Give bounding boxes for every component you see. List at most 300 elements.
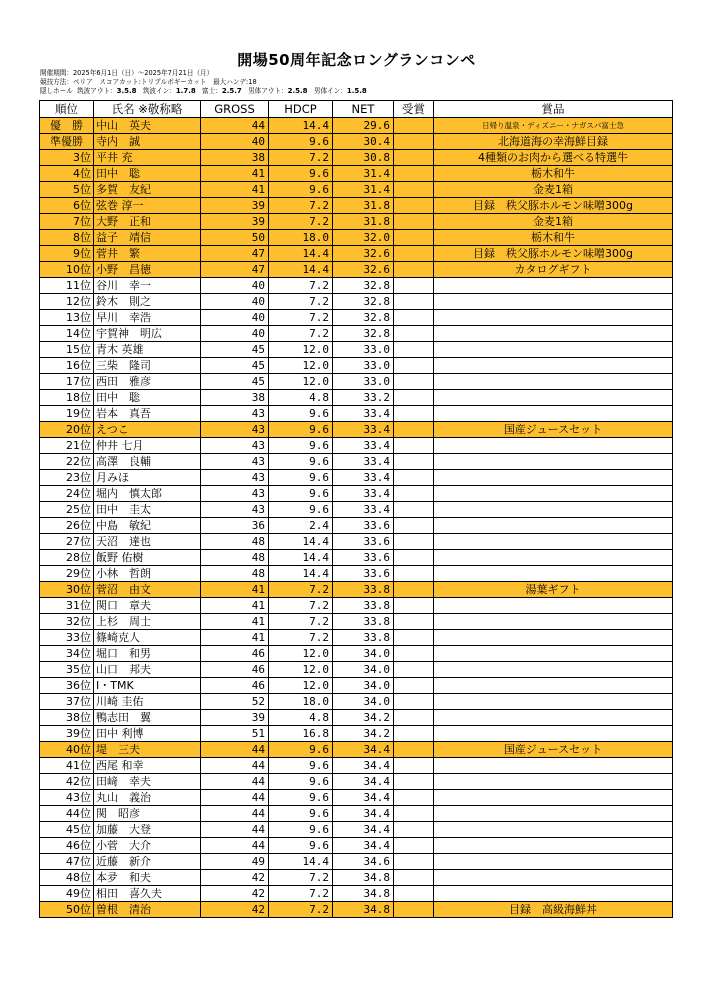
net-cell: 34.8	[333, 886, 394, 902]
results-table	[39, 100, 673, 918]
rank-cell: 33位	[40, 630, 94, 646]
prize-cell	[434, 614, 673, 630]
award-cell	[394, 662, 434, 678]
rank-cell: 35位	[40, 662, 94, 678]
table-row	[40, 550, 673, 566]
table-row	[40, 438, 673, 454]
rank-cell: 22位	[40, 454, 94, 470]
name-cell: 大野 正和	[94, 214, 201, 230]
col-header-net: NET	[333, 101, 394, 118]
hdcp-cell: 9.6	[269, 454, 333, 470]
award-cell	[394, 838, 434, 854]
rank-cell: 12位	[40, 294, 94, 310]
hdcp-cell: 14.4	[269, 566, 333, 582]
gross-cell: 45	[201, 358, 269, 374]
gross-cell: 43	[201, 454, 269, 470]
net-cell: 33.6	[333, 534, 394, 550]
period-value: 2025年6月1日（日）～2025年7月21日（月）	[72, 69, 214, 77]
prize-cell	[434, 566, 673, 582]
award-cell	[394, 806, 434, 822]
gross-cell: 40	[201, 294, 269, 310]
hdcp-cell: 7.2	[269, 598, 333, 614]
prize-cell	[434, 726, 673, 742]
hdcp-cell: 9.6	[269, 742, 333, 758]
name-cell: 岩本 真吾	[94, 406, 201, 422]
net-cell: 30.8	[333, 150, 394, 166]
name-cell: 菅井 繁	[94, 246, 201, 262]
net-cell: 33.8	[333, 582, 394, 598]
rank-cell: 39位	[40, 726, 94, 742]
award-cell	[394, 134, 434, 150]
award-cell	[394, 342, 434, 358]
name-cell: 小菅 大介	[94, 838, 201, 854]
rank-cell: 23位	[40, 470, 94, 486]
rank-cell: 8位	[40, 230, 94, 246]
net-cell: 32.8	[333, 310, 394, 326]
table-row	[40, 374, 673, 390]
rank-cell: 42位	[40, 774, 94, 790]
gross-cell: 42	[201, 902, 269, 918]
net-cell: 33.4	[333, 502, 394, 518]
hdcp-cell: 7.2	[269, 278, 333, 294]
gross-cell: 39	[201, 214, 269, 230]
name-cell: 加藤 大登	[94, 822, 201, 838]
gross-cell: 44	[201, 742, 269, 758]
prize-cell	[434, 662, 673, 678]
name-cell: 宇賀神 明広	[94, 326, 201, 342]
name-cell: I・TMK	[94, 678, 201, 694]
hdcp-cell: 7.2	[269, 294, 333, 310]
table-row	[40, 806, 673, 822]
hdcp-cell: 9.6	[269, 166, 333, 182]
award-cell	[394, 326, 434, 342]
gross-cell: 44	[201, 774, 269, 790]
award-cell	[394, 422, 434, 438]
gross-cell: 41	[201, 614, 269, 630]
rank-cell: 34位	[40, 646, 94, 662]
name-cell: 篠崎克人	[94, 630, 201, 646]
prize-cell	[434, 806, 673, 822]
net-cell: 33.4	[333, 406, 394, 422]
gross-cell: 42	[201, 870, 269, 886]
name-cell: 堀内 慎太郎	[94, 486, 201, 502]
table-row	[40, 742, 673, 758]
table-row	[40, 774, 673, 790]
rank-cell: 6位	[40, 198, 94, 214]
award-cell	[394, 502, 434, 518]
gross-cell: 43	[201, 406, 269, 422]
net-cell: 33.4	[333, 470, 394, 486]
hdcp-cell: 7.2	[269, 630, 333, 646]
gross-cell: 39	[201, 710, 269, 726]
gross-cell: 38	[201, 150, 269, 166]
hdcp-cell: 7.2	[269, 198, 333, 214]
table-row	[40, 358, 673, 374]
results-body	[40, 118, 673, 918]
hdcp-cell: 4.8	[269, 390, 333, 406]
gross-cell: 48	[201, 566, 269, 582]
prize-cell	[434, 710, 673, 726]
award-cell	[394, 710, 434, 726]
award-cell	[394, 198, 434, 214]
table-row	[40, 566, 673, 582]
rank-cell: 19位	[40, 406, 94, 422]
prize-cell: 国産ジュースセット	[434, 422, 673, 438]
prize-cell	[434, 598, 673, 614]
prize-cell	[434, 310, 673, 326]
award-cell	[394, 262, 434, 278]
name-cell: えつこ	[94, 422, 201, 438]
prize-cell	[434, 326, 673, 342]
name-cell: 中島 敏紀	[94, 518, 201, 534]
hdcp-cell: 2.4	[269, 518, 333, 534]
hdcp-cell: 9.6	[269, 502, 333, 518]
prize-cell	[434, 278, 673, 294]
hdcp-cell: 9.6	[269, 790, 333, 806]
prize-cell	[434, 486, 673, 502]
rank-cell: 15位	[40, 342, 94, 358]
hidden-holes-label: 隠しホール	[40, 87, 73, 95]
table-row	[40, 342, 673, 358]
name-cell: 田﨑 幸夫	[94, 774, 201, 790]
prize-cell	[434, 390, 673, 406]
award-cell	[394, 390, 434, 406]
hidden-course: 男体イン：	[313, 87, 347, 95]
hidden-course-holes: 1.5.8	[346, 87, 367, 95]
award-cell	[394, 470, 434, 486]
award-cell	[394, 678, 434, 694]
prize-cell: 北海道海の幸海鮮目録	[434, 134, 673, 150]
col-header-hdcp: HDCP	[269, 101, 333, 118]
table-row	[40, 262, 673, 278]
name-cell: 天沼 達也	[94, 534, 201, 550]
table-row	[40, 630, 673, 646]
table-row	[40, 614, 673, 630]
rank-cell: 47位	[40, 854, 94, 870]
gross-cell: 38	[201, 390, 269, 406]
rank-cell: 44位	[40, 806, 94, 822]
hdcp-cell: 14.4	[269, 246, 333, 262]
net-cell: 30.4	[333, 134, 394, 150]
gross-cell: 41	[201, 582, 269, 598]
prize-cell	[434, 694, 673, 710]
net-cell: 34.0	[333, 662, 394, 678]
rank-cell: 優 勝	[40, 118, 94, 134]
net-cell: 33.0	[333, 342, 394, 358]
prize-cell	[434, 870, 673, 886]
net-cell: 32.8	[333, 278, 394, 294]
rank-cell: 20位	[40, 422, 94, 438]
name-cell: 川崎 圭佑	[94, 694, 201, 710]
table-row	[40, 246, 673, 262]
award-cell	[394, 214, 434, 230]
prize-cell: 金麦1箱	[434, 182, 673, 198]
hdcp-cell: 7.2	[269, 582, 333, 598]
period-line	[40, 69, 213, 78]
award-cell	[394, 822, 434, 838]
hdcp-cell: 12.0	[269, 342, 333, 358]
net-cell: 32.0	[333, 230, 394, 246]
prize-cell	[434, 358, 673, 374]
rank-cell: 17位	[40, 374, 94, 390]
gross-cell: 43	[201, 502, 269, 518]
rank-cell: 準優勝	[40, 134, 94, 150]
award-cell	[394, 726, 434, 742]
page-title: 開場50周年記念ロングランコンペ	[237, 51, 476, 69]
prize-cell: 日帰り温泉・ディズニー・ナガスパ富士急	[434, 118, 673, 134]
net-cell: 34.8	[333, 870, 394, 886]
name-cell: 堀口 和男	[94, 646, 201, 662]
hdcp-cell: 7.2	[269, 902, 333, 918]
rank-cell: 46位	[40, 838, 94, 854]
award-cell	[394, 534, 434, 550]
rank-cell: 32位	[40, 614, 94, 630]
table-row	[40, 134, 673, 150]
method-line	[40, 78, 257, 87]
table-row	[40, 646, 673, 662]
net-cell: 31.8	[333, 214, 394, 230]
hdcp-cell: 14.4	[269, 854, 333, 870]
table-row	[40, 294, 673, 310]
name-cell: 丸山 義治	[94, 790, 201, 806]
gross-cell: 51	[201, 726, 269, 742]
name-cell: 寺内 誠	[94, 134, 201, 150]
net-cell: 31.4	[333, 182, 394, 198]
net-cell: 33.6	[333, 566, 394, 582]
hdcp-cell: 16.8	[269, 726, 333, 742]
rank-cell: 24位	[40, 486, 94, 502]
prize-cell	[434, 502, 673, 518]
table-row	[40, 902, 673, 918]
table-row	[40, 598, 673, 614]
hdcp-cell: 14.4	[269, 534, 333, 550]
net-cell: 33.6	[333, 550, 394, 566]
gross-cell: 45	[201, 374, 269, 390]
table-row	[40, 758, 673, 774]
table-row	[40, 406, 673, 422]
hdcp-cell: 12.0	[269, 662, 333, 678]
net-cell: 34.0	[333, 678, 394, 694]
rank-cell: 14位	[40, 326, 94, 342]
gross-cell: 52	[201, 694, 269, 710]
award-cell	[394, 790, 434, 806]
hdcp-cell: 9.6	[269, 422, 333, 438]
hdcp-cell: 9.6	[269, 806, 333, 822]
prize-cell	[434, 774, 673, 790]
prize-cell	[434, 342, 673, 358]
hdcp-cell: 9.6	[269, 182, 333, 198]
net-cell: 34.4	[333, 758, 394, 774]
gross-cell: 47	[201, 262, 269, 278]
table-row	[40, 182, 673, 198]
hdcp-cell: 7.2	[269, 614, 333, 630]
net-cell: 32.8	[333, 326, 394, 342]
name-cell: 小野 昌徳	[94, 262, 201, 278]
net-cell: 34.4	[333, 790, 394, 806]
award-cell	[394, 742, 434, 758]
hidden-course-holes: 1.7.8	[175, 87, 196, 95]
col-header-rank: 順位	[40, 101, 94, 118]
name-cell: 田中 聡	[94, 390, 201, 406]
prize-cell: 栃木和牛	[434, 230, 673, 246]
name-cell: 西尾 和幸	[94, 758, 201, 774]
prize-cell	[434, 374, 673, 390]
prize-cell: 湯葉ギフト	[434, 582, 673, 598]
table-row	[40, 486, 673, 502]
gross-cell: 41	[201, 598, 269, 614]
table-row	[40, 214, 673, 230]
name-cell: 関 昭彦	[94, 806, 201, 822]
prize-cell	[434, 518, 673, 534]
hidden-course: 富士：	[202, 87, 222, 95]
net-cell: 34.2	[333, 710, 394, 726]
gross-cell: 43	[201, 486, 269, 502]
hdcp-cell: 9.6	[269, 774, 333, 790]
rank-cell: 7位	[40, 214, 94, 230]
method-label: 競技方法：	[40, 78, 73, 86]
name-cell: 多賀 友紀	[94, 182, 201, 198]
net-cell: 34.0	[333, 646, 394, 662]
prize-cell	[434, 630, 673, 646]
name-cell: 田中 圭太	[94, 502, 201, 518]
name-cell: 曽根 清治	[94, 902, 201, 918]
rank-cell: 3位	[40, 150, 94, 166]
hdcp-cell: 12.0	[269, 678, 333, 694]
prize-cell: 国産ジュースセット	[434, 742, 673, 758]
name-cell: 関口 章夫	[94, 598, 201, 614]
table-row	[40, 166, 673, 182]
gross-cell: 44	[201, 806, 269, 822]
table-row	[40, 838, 673, 854]
net-cell: 33.4	[333, 486, 394, 502]
net-cell: 33.8	[333, 630, 394, 646]
hdcp-cell: 14.4	[269, 550, 333, 566]
table-row	[40, 470, 673, 486]
prize-cell	[434, 438, 673, 454]
gross-cell: 47	[201, 246, 269, 262]
net-cell: 33.4	[333, 422, 394, 438]
hdcp-cell: 14.4	[269, 262, 333, 278]
method-value: ペリア スコアカット:トリプルボギーカット 最大ハンデ:18	[72, 78, 257, 86]
gross-cell: 50	[201, 230, 269, 246]
net-cell: 34.4	[333, 806, 394, 822]
name-cell: 月みほ	[94, 470, 201, 486]
hdcp-cell: 12.0	[269, 358, 333, 374]
prize-cell: 目録 秩父豚ホルモン味噌300g	[434, 246, 673, 262]
prize-cell: カタログギフト	[434, 262, 673, 278]
gross-cell: 45	[201, 342, 269, 358]
rank-cell: 11位	[40, 278, 94, 294]
rank-cell: 29位	[40, 566, 94, 582]
net-cell: 31.8	[333, 198, 394, 214]
name-cell: 鈴木 則之	[94, 294, 201, 310]
table-row	[40, 534, 673, 550]
award-cell	[394, 566, 434, 582]
hidden-course-holes: 2.5.8	[287, 87, 308, 95]
rank-cell: 40位	[40, 742, 94, 758]
hdcp-cell: 7.2	[269, 870, 333, 886]
hidden-course-holes: 3.5.8	[116, 87, 137, 95]
net-cell: 34.8	[333, 902, 394, 918]
net-cell: 33.4	[333, 438, 394, 454]
table-row	[40, 854, 673, 870]
name-cell: 相田 喜久夫	[94, 886, 201, 902]
award-cell	[394, 150, 434, 166]
prize-cell	[434, 838, 673, 854]
hdcp-cell: 14.4	[269, 118, 333, 134]
gross-cell: 46	[201, 678, 269, 694]
award-cell	[394, 358, 434, 374]
award-cell	[394, 582, 434, 598]
award-cell	[394, 374, 434, 390]
gross-cell: 46	[201, 646, 269, 662]
name-cell: 西田 雅彦	[94, 374, 201, 390]
rank-cell: 50位	[40, 902, 94, 918]
name-cell: 高澤 良輔	[94, 454, 201, 470]
name-cell: 田中 利博	[94, 726, 201, 742]
hidden-course: 筑波アウト：	[77, 87, 117, 95]
net-cell: 32.6	[333, 246, 394, 262]
net-cell: 33.6	[333, 518, 394, 534]
col-header-award: 受賞	[394, 101, 434, 118]
period-label: 開催期間：	[40, 69, 73, 77]
table-row	[40, 582, 673, 598]
gross-cell: 39	[201, 198, 269, 214]
award-cell	[394, 758, 434, 774]
prize-cell	[434, 646, 673, 662]
net-cell: 32.8	[333, 294, 394, 310]
hdcp-cell: 7.2	[269, 326, 333, 342]
name-cell: 青木 英雄	[94, 342, 201, 358]
rank-cell: 9位	[40, 246, 94, 262]
gross-cell: 43	[201, 422, 269, 438]
net-cell: 32.6	[333, 262, 394, 278]
gross-cell: 40	[201, 326, 269, 342]
hdcp-cell: 18.0	[269, 230, 333, 246]
prize-cell: 4種類のお肉から選べる特選牛	[434, 150, 673, 166]
rank-cell: 27位	[40, 534, 94, 550]
prize-cell: 目録 高級海鮮丼	[434, 902, 673, 918]
award-cell	[394, 246, 434, 262]
prize-cell	[434, 678, 673, 694]
net-cell: 34.4	[333, 838, 394, 854]
award-cell	[394, 550, 434, 566]
award-cell	[394, 294, 434, 310]
hdcp-cell: 12.0	[269, 374, 333, 390]
net-cell: 34.0	[333, 694, 394, 710]
gross-cell: 44	[201, 118, 269, 134]
table-row	[40, 422, 673, 438]
rank-cell: 13位	[40, 310, 94, 326]
table-row	[40, 662, 673, 678]
net-cell: 33.8	[333, 598, 394, 614]
prize-cell	[434, 454, 673, 470]
gross-cell: 40	[201, 310, 269, 326]
award-cell	[394, 886, 434, 902]
table-row	[40, 326, 673, 342]
table-row	[40, 790, 673, 806]
table-row	[40, 390, 673, 406]
award-cell	[394, 854, 434, 870]
gross-cell: 41	[201, 630, 269, 646]
prize-cell	[434, 406, 673, 422]
prize-cell	[434, 758, 673, 774]
prize-cell	[434, 550, 673, 566]
rank-cell: 21位	[40, 438, 94, 454]
award-cell	[394, 518, 434, 534]
hdcp-cell: 9.6	[269, 406, 333, 422]
gross-cell: 36	[201, 518, 269, 534]
